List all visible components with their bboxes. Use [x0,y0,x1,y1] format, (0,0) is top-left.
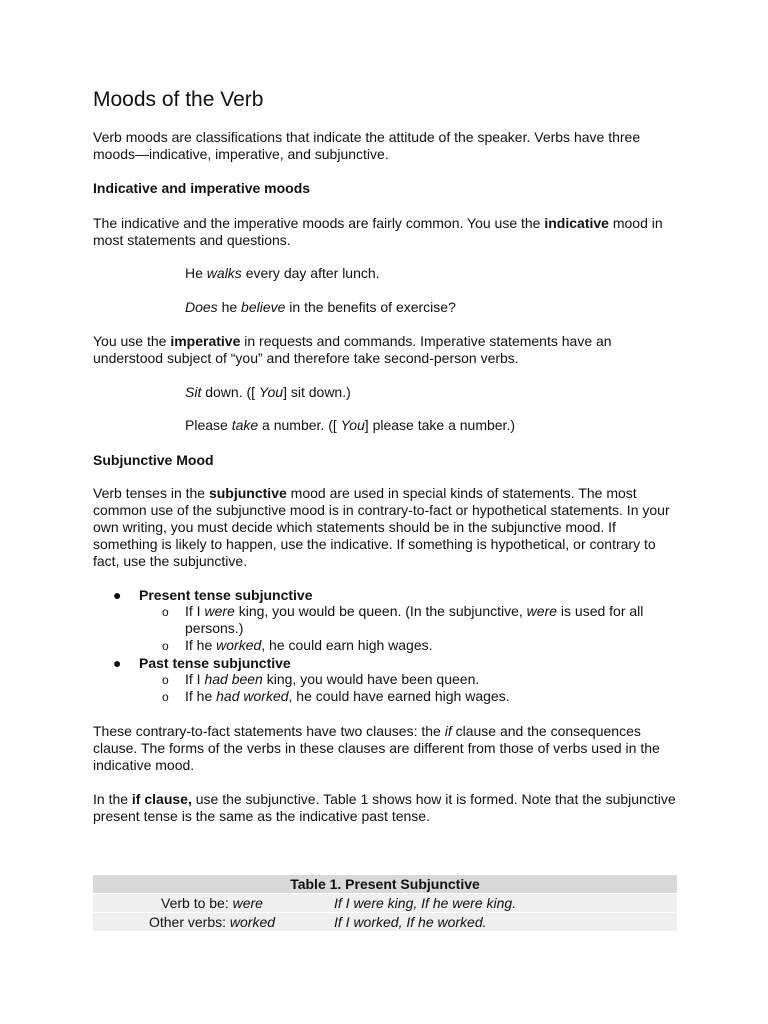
bullet-icon: ● [113,655,122,671]
text-run: Verb to be: [161,895,233,911]
text-run: in requests and commands. Imperative statements have an understood subject of “you” and therefore take second-person verbs. [93,333,612,366]
text-run: If I [185,603,205,619]
text-run: every day after lunch. [241,265,380,281]
bold-term-subjunctive: subjunctive [208,485,287,501]
sub-bullet-icon: o [162,639,169,653]
bold-term-indicative: indicative [544,215,609,231]
list-subitem [185,637,677,654]
intro-paragraph: Verb moods are classifications that indicate the attitude of the speaker. Verbs have three moods—indicative, imperative, and subjunctive. [93,129,641,162]
text-run: use the subjunctive. Table 1 shows how it is formed. Note that the subjunctive present tense is the same as the indicative past tense. [93,791,676,824]
indicative-paragraph [93,215,677,249]
italic-verb: worked [216,637,262,653]
italic-verb: take [231,417,259,433]
text-run: in the benefits of exercise? [285,299,456,315]
if-clause-paragraph [93,791,677,825]
bullet-icon: ● [113,587,122,603]
sub-bullet-icon: o [162,605,169,619]
list-item-label: Present tense subjunctive [139,587,313,603]
italic-verb: worked [229,914,276,930]
list-subitem [185,688,677,705]
text-run: He [185,265,207,281]
bold-term-if-clause: if clause, [131,791,192,807]
text-run: , he could have earned high wages. [288,688,510,704]
text-run: If he [185,688,217,704]
italic-verb: were [232,895,263,911]
imperative-paragraph [93,333,677,367]
italic-word: if [444,723,452,739]
text-run: If I [185,671,205,687]
section-heading-indicative-imperative: Indicative and imperative moods [93,180,311,196]
text-run: Other verbs: [148,914,230,930]
text-run: clause and the consequences clause. The forms of the verbs in these clauses are different from those of verbs used in the indicative mood. [93,723,660,773]
text-run: a number. ([ [258,417,341,433]
text-run: ] please take a number.) [364,417,515,433]
example-sentence [185,417,515,434]
text-run: king, you would be queen. (In the subjunctive, [234,603,527,619]
italic-verb: walks [206,265,242,281]
text-run: , he could earn high wages. [261,637,433,653]
text-run: mood in most statements and questions. [93,215,663,248]
text-run: mood are used in special kinds of statements. The most common use of the subjunctive mood is in contrary-to-fact or hypothetical statements. In your own writing, you must decide which statements should be in the subjunctive mood. If something is likely to happen, use the indicative. If something is hypothetical, or contrary to fact, use the subjunctive. [93,485,670,569]
text-run: is used for all persons.) [185,603,644,636]
table-caption: Table 1. Present Subjunctive [93,875,677,894]
contrary-to-fact-paragraph [93,723,677,774]
example-sentence [185,299,456,316]
table-row [93,913,677,932]
italic-verb: were [204,603,235,619]
example-sentence [185,265,380,282]
table-cell-label [93,894,331,913]
italic-verb: believe [241,299,286,315]
text-run: If he [185,637,217,653]
table-cell-value: If I were king, If he were king. [331,894,677,913]
list-subitem [185,671,677,688]
text-run: The indicative and the imperative moods are fairly common. You use the [93,215,545,231]
italic-word: You [340,417,365,433]
italic-verb: Sit [185,384,202,400]
italic-word: You [258,384,284,400]
sub-bullet-icon: o [162,673,169,687]
text-run: You use the [93,333,171,349]
present-subjunctive-table [93,874,677,931]
example-sentence [185,384,351,401]
italic-verb: were [526,603,558,619]
text-run: down. ([ [201,384,259,400]
italic-verb: had been [204,671,263,687]
page-title: Moods of the Verb [93,88,264,111]
table-row [93,894,677,913]
text-run: In the [93,791,132,807]
sub-bullet-icon: o [162,690,169,704]
text-run: ] sit down.) [283,384,351,400]
text-run: he [217,299,242,315]
list-subitem [185,603,677,637]
table-cell-label [93,913,331,932]
text-run: king, you would have been queen. [262,671,480,687]
bold-term-imperative: imperative [170,333,241,349]
text-run: These contrary-to-fact statements have two clauses: the [93,723,445,739]
table-cell-value: If I worked, If he worked. [331,913,677,932]
text-run: Verb tenses in the [93,485,209,501]
text-run: Please [185,417,232,433]
section-heading-subjunctive: Subjunctive Mood [93,452,214,468]
list-item-label: Past tense subjunctive [139,655,291,671]
subjunctive-paragraph [93,485,677,570]
italic-verb: had worked [216,688,289,704]
italic-verb: Does [185,299,218,315]
